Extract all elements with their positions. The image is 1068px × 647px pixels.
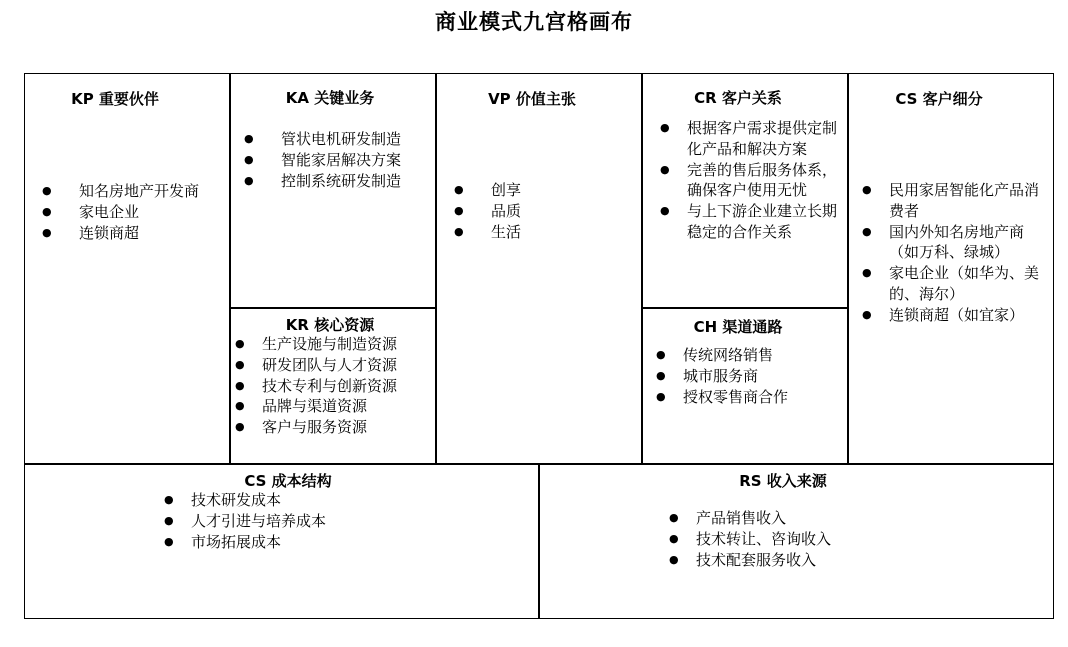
list-item: ● 根据客户需求提供定制化产品和解决方案 xyxy=(657,118,843,160)
revenue-heading: RS 收入来源 xyxy=(739,472,827,490)
ka-block xyxy=(230,74,435,307)
list-item: ● 人才引进与培养成本 xyxy=(161,511,326,532)
vp-block xyxy=(437,74,641,463)
ka-heading: KA 关键业务 xyxy=(285,89,375,107)
cs-segments-list xyxy=(859,180,1049,326)
cs-segments-heading: CS 客户细分 xyxy=(895,90,983,108)
vp-heading: VP 价值主张 xyxy=(488,90,576,108)
list-item: ● 传统网络销售 xyxy=(653,345,788,366)
cost-list xyxy=(161,490,326,552)
revenue-list xyxy=(666,508,831,570)
list-item: ● 市场拓展成本 xyxy=(161,532,326,553)
list-item: ● 品牌与渠道资源 xyxy=(232,396,397,417)
ch-heading: CH 渠道通路 xyxy=(693,318,783,336)
list-item: ● 授权零售商合作 xyxy=(653,387,788,408)
kp-list xyxy=(39,181,199,243)
list-item: ● 技术专利与创新资源 xyxy=(232,376,397,397)
list-item: ● 完善的售后服务体系，确保客户使用无忧 xyxy=(657,160,843,202)
cost-heading: CS 成本结构 xyxy=(244,472,332,490)
list-item: ● 技术转让、咨询收入 xyxy=(666,529,831,550)
kr-block xyxy=(230,309,435,463)
canvas-title: 商业模式九宫格画布 xyxy=(435,10,633,34)
cr-list xyxy=(657,118,843,243)
list-item: ● 研发团队与人才资源 xyxy=(232,355,397,376)
cost-block xyxy=(25,465,538,618)
list-item: ● 智能家居解决方案 xyxy=(241,150,401,171)
list-item: ● 城市服务商 xyxy=(653,366,788,387)
cs-segments-block xyxy=(849,74,1053,463)
list-item: ● 客户与服务资源 xyxy=(232,417,397,438)
cr-heading: CR 客户关系 xyxy=(694,89,782,107)
ka-list xyxy=(241,129,401,191)
list-item: ● 与上下游企业建立长期稳定的合作关系 xyxy=(657,201,843,243)
vp-list xyxy=(451,180,521,242)
business-model-canvas xyxy=(24,73,1054,619)
list-item: ● 连锁商超（如宜家） xyxy=(859,305,1049,326)
list-item: ● 生活 xyxy=(451,222,521,243)
list-item: ● 民用家居智能化产品消费者 xyxy=(859,180,1049,222)
list-item: ● 创享 xyxy=(451,180,521,201)
kp-heading: KP 重要伙伴 xyxy=(71,90,159,108)
list-item: ● 生产设施与制造资源 xyxy=(232,334,397,355)
kr-list xyxy=(232,334,397,438)
kp-block xyxy=(25,74,229,463)
list-item: ● 国内外知名房地产商（如万科、绿城） xyxy=(859,222,1049,264)
list-item: ● 产品销售收入 xyxy=(666,508,831,529)
list-item: ● 家电企业 xyxy=(39,202,199,223)
revenue-block xyxy=(540,465,1053,618)
ch-list xyxy=(653,345,788,407)
kr-heading: KR 核心资源 xyxy=(285,316,375,334)
list-item: ● 品质 xyxy=(451,201,521,222)
list-item: ● 技术配套服务收入 xyxy=(666,550,831,571)
cr-block xyxy=(643,74,847,307)
list-item: ● 家电企业（如华为、美的、海尔） xyxy=(859,263,1049,305)
ch-block xyxy=(643,309,847,463)
list-item: ● 连锁商超 xyxy=(39,223,199,244)
list-item: ● 技术研发成本 xyxy=(161,490,326,511)
list-item: ● 控制系统研发制造 xyxy=(241,171,401,192)
list-item: ● 管状电机研发制造 xyxy=(241,129,401,150)
list-item: ● 知名房地产开发商 xyxy=(39,181,199,202)
